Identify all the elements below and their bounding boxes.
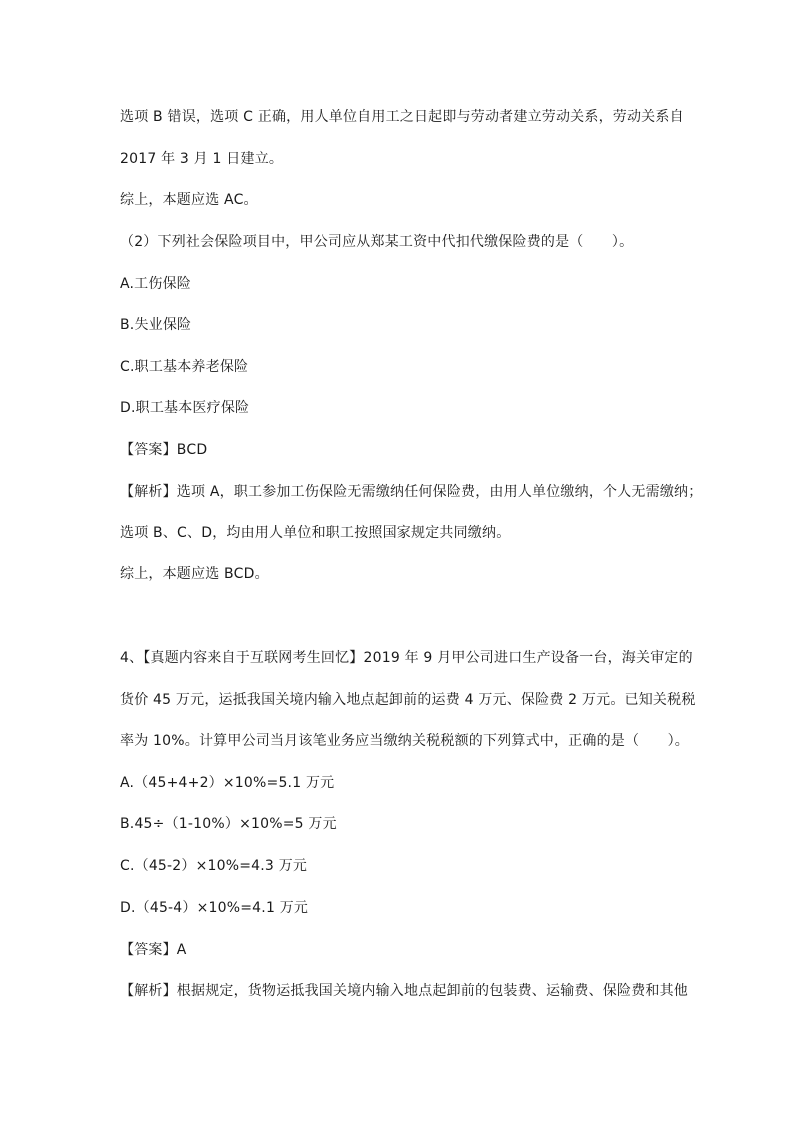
question-4-option-d: D.（45-4）×10%=4.1 万元	[120, 900, 309, 916]
text-line-date: 2017 年 3 月 1 日建立。	[120, 151, 284, 167]
question-2-conclusion: 综上，本题应选 BCD。	[120, 566, 269, 582]
question-4-stem-1: 4、【真题内容来自于互联网考生回忆】2019 年 9 月甲公司进口生产设备一台，海关审定的	[120, 650, 693, 666]
question-4-option-c: C.（45-2）×10%=4.3 万元	[120, 858, 308, 874]
question-2-option-d: D.职工基本医疗保险	[120, 400, 250, 416]
question-2-answer: 【答案】BCD	[120, 442, 208, 458]
question-4-analysis: 【解析】根据规定，货物运抵我国关境内输入地点起卸前的包装费、运输费、保险费和其他	[120, 983, 688, 999]
question-4-stem-3: 率为 10%。计算甲公司当月该笔业务应当缴纳关税税额的下列算式中，正确的是（ ）。	[120, 733, 689, 749]
question-2-analysis-2: 选项 B、C、D，均由用人单位和职工按照国家规定共同缴纳。	[120, 525, 511, 541]
question-4-option-a: A.（45+4+2）×10%=5.1 万元	[120, 775, 335, 791]
question-4-option-b: B.45÷（1-10%）×10%=5 万元	[120, 816, 337, 832]
text-line-conclusion-1: 综上，本题应选 AC。	[120, 192, 258, 208]
text-line-analysis-b-c: 选项 B 错误，选项 C 正确，用人单位自用工之日起即与劳动者建立劳动关系，劳动关系自	[120, 109, 684, 125]
question-2-option-a: A.工伤保险	[120, 276, 191, 292]
question-4-answer: 【答案】A	[120, 942, 187, 958]
question-2-option-b: B.失业保险	[120, 317, 192, 333]
question-4-stem-2: 货价 45 万元，运抵我国关境内输入地点起卸前的运费 4 万元、保险费 2 万元。已知关税税	[120, 692, 696, 708]
question-2-option-c: C.职工基本养老保险	[120, 359, 249, 375]
question-2-stem: （2）下列社会保险项目中，甲公司应从郑某工资中代扣代缴保险费的是（ ）。	[120, 234, 634, 250]
question-2-analysis-1: 【解析】选项 A，职工参加工伤保险无需缴纳任何保险费，由用人单位缴纳，个人无需缴纳；	[120, 484, 703, 500]
